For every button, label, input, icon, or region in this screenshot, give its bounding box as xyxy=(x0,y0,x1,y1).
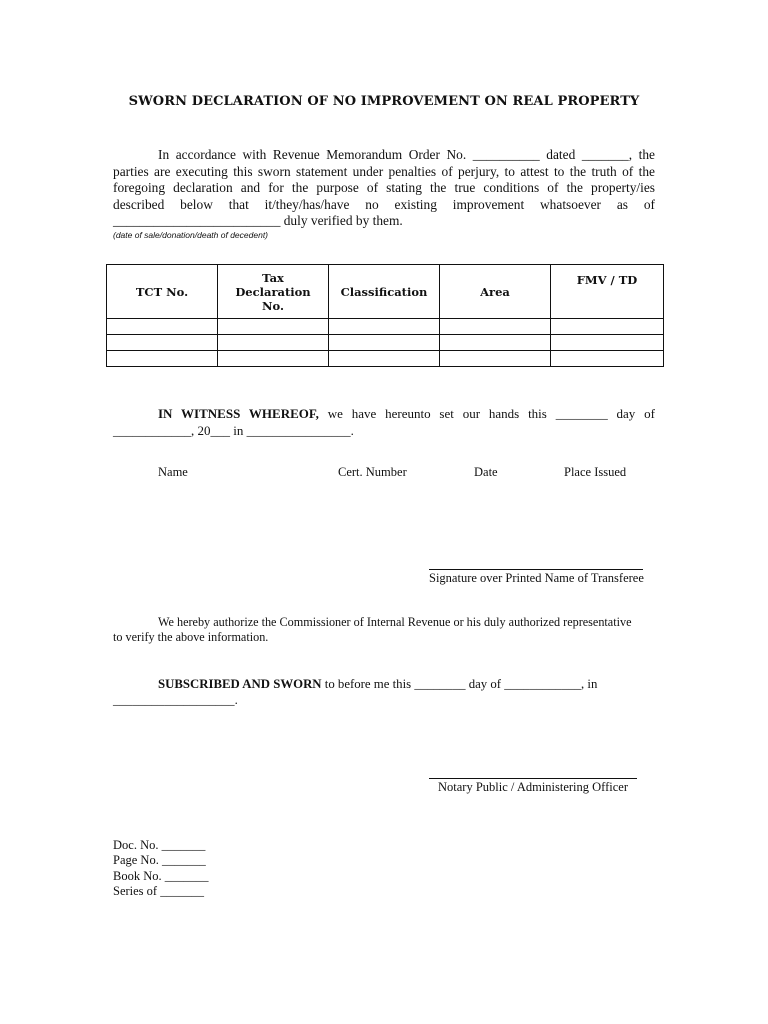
intro-line-1: In accordance with Revenue Memorandum Order No. __________ dated _______, the xyxy=(158,147,655,162)
series-of: Series of _______ xyxy=(113,883,204,898)
column-place-issued: Place Issued xyxy=(564,465,627,479)
witness-paragraph xyxy=(113,405,655,439)
table-cell[interactable] xyxy=(107,319,218,335)
table-cell[interactable] xyxy=(440,351,551,367)
header-tax-line-2: Declaration xyxy=(235,284,311,299)
header-tct: TCT No. xyxy=(107,265,218,319)
column-date: Date xyxy=(474,465,498,479)
sworn-line-1 xyxy=(113,676,658,692)
witness-rest: we have hereunto set our hands this ________ day of xyxy=(318,406,655,421)
header-area: Area xyxy=(440,265,551,319)
intro-paragraph xyxy=(113,147,655,230)
intro-line-5: _________________________ duly verified by them. xyxy=(113,213,403,228)
notarial-register xyxy=(113,838,209,899)
page-title: SWORN DECLARATION OF NO IMPROVEMENT ON REAL PROPERTY xyxy=(128,94,640,109)
header-tax-line-1: Tax xyxy=(262,270,284,285)
sworn-paragraph xyxy=(113,676,658,708)
witness-bold: IN WITNESS WHEREOF, xyxy=(158,406,319,421)
sworn-bold: SUBSCRIBED AND SWORN xyxy=(158,677,322,691)
authorization-line-2: to verify the above information. xyxy=(113,630,269,644)
table-row xyxy=(107,335,664,351)
doc-no: Doc. No. _______ xyxy=(113,838,206,852)
property-table xyxy=(106,264,664,367)
header-tax-declaration xyxy=(218,265,329,319)
header-tax-line-3: No. xyxy=(262,298,284,313)
table-cell[interactable] xyxy=(329,319,440,335)
notary-signature-label: Notary Public / Administering Officer xyxy=(438,780,629,794)
column-cert-number: Cert. Number xyxy=(338,465,407,479)
table-row xyxy=(107,319,664,335)
authorization-paragraph xyxy=(113,615,658,645)
witness-line-1 xyxy=(113,405,655,422)
witness-line-2: ____________, 20___ in ________________. xyxy=(113,423,354,438)
table-cell[interactable] xyxy=(551,319,664,335)
transferee-signature-line xyxy=(429,569,643,570)
table-row xyxy=(107,351,664,367)
book-no: Book No. _______ xyxy=(113,868,209,883)
transferee-signature-label: Signature over Printed Name of Transferee xyxy=(429,571,644,585)
table-header-row xyxy=(107,265,664,319)
intro-line-4: described below that it/they/has/have no existing improvement whatsoever as of xyxy=(113,196,655,212)
sworn-rest: to before me this ________ day of ____________, in xyxy=(321,677,598,691)
table-cell[interactable] xyxy=(107,335,218,351)
table-cell[interactable] xyxy=(218,319,329,335)
table-cell[interactable] xyxy=(329,351,440,367)
table-cell[interactable] xyxy=(551,351,664,367)
header-fmv: FMV / TD xyxy=(551,265,664,319)
authorization-line-1: We hereby authorize the Commissioner of Internal Revenue or his duly authorized representative xyxy=(158,615,632,629)
page-no: Page No. _______ xyxy=(113,853,206,868)
header-classification: Classification xyxy=(329,265,440,319)
date-caption: (date of sale/donation/death of decedent) xyxy=(113,230,269,240)
table-cell[interactable] xyxy=(440,319,551,335)
intro-line-3: foregoing declaration and for the purpose of stating the true conditions of the property/ies xyxy=(113,180,655,195)
table-cell[interactable] xyxy=(107,351,218,367)
notary-signature-line xyxy=(429,778,637,779)
intro-line-2: parties are executing this sworn statement under penalties of perjury, to attest to the truth of the xyxy=(113,163,655,179)
table-cell[interactable] xyxy=(440,335,551,351)
column-name: Name xyxy=(158,465,188,479)
table-cell[interactable] xyxy=(218,335,329,351)
table-cell[interactable] xyxy=(551,335,664,351)
table-cell[interactable] xyxy=(218,351,329,367)
table-cell[interactable] xyxy=(329,335,440,351)
sworn-line-2: ___________________. xyxy=(113,693,238,707)
